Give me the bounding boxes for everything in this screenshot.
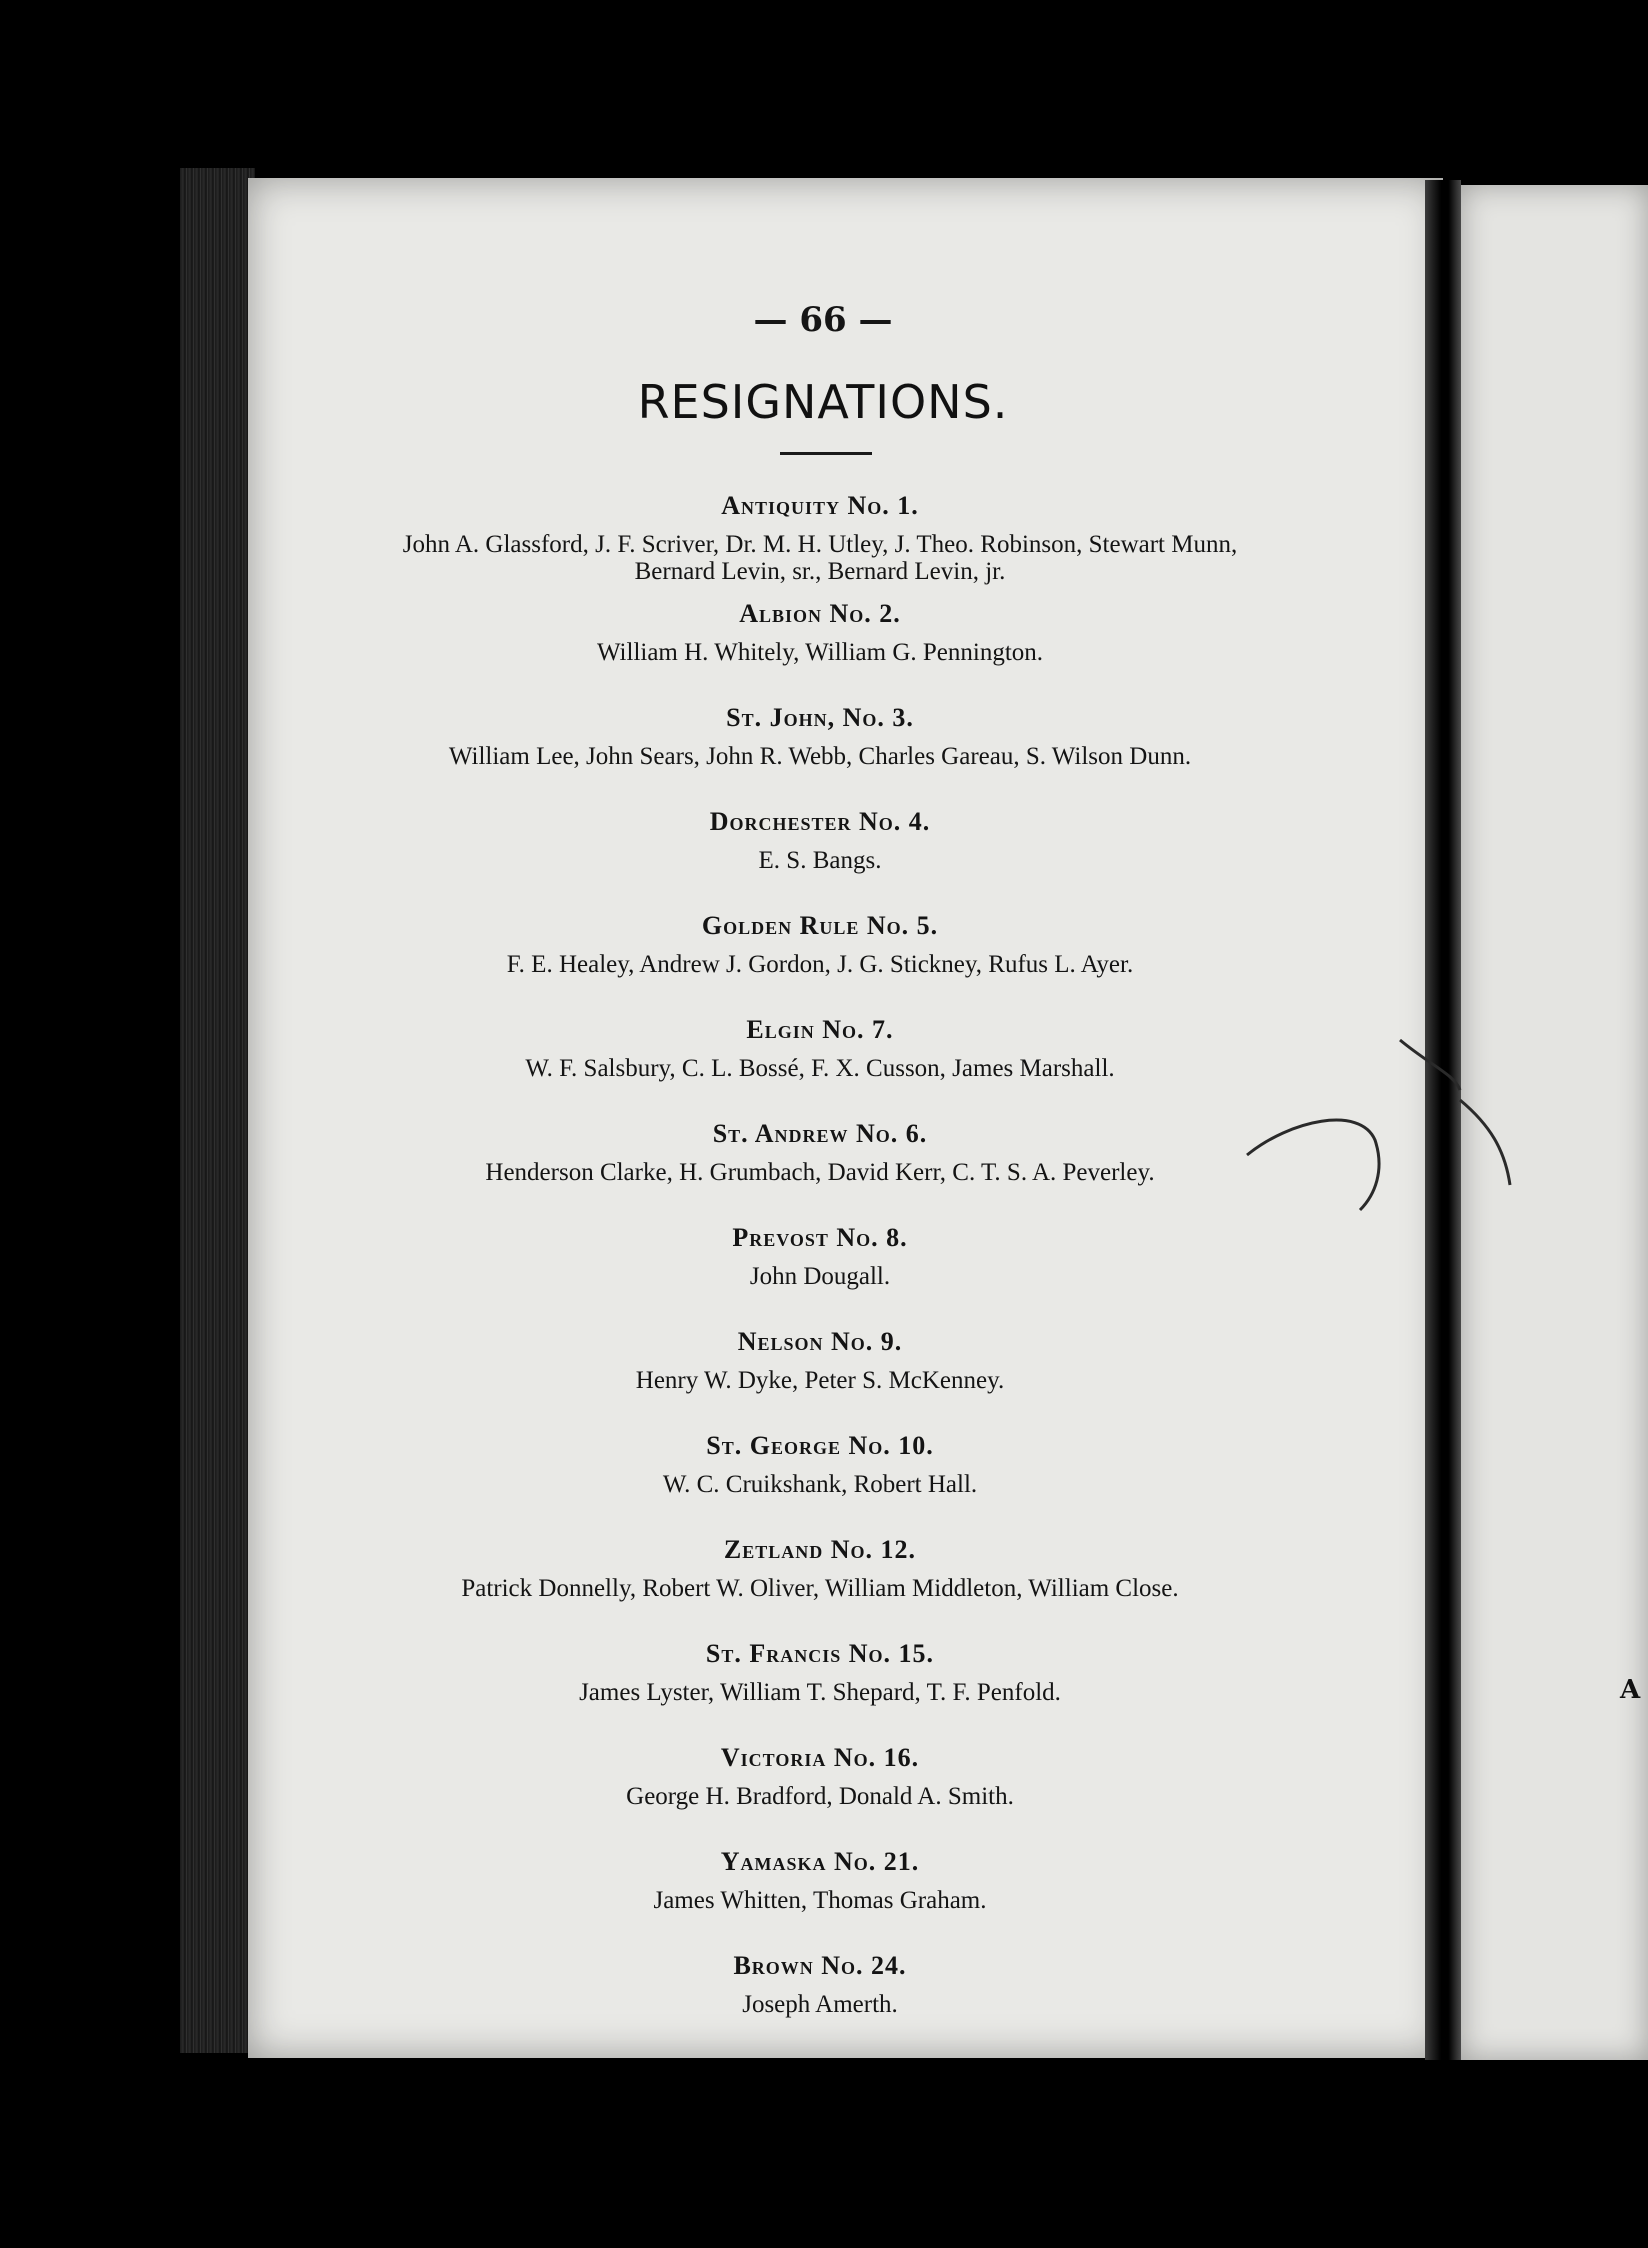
- lodge-entry: [360, 1217, 1280, 1321]
- lodge-entry: [360, 905, 1280, 1009]
- lodge-members: W. C. Cruikshank, Robert Hall.: [662, 1471, 978, 1498]
- lodge-name: Nelson No. 9.: [737, 1327, 903, 1356]
- book-gutter: [1425, 180, 1461, 2060]
- lodge-members: Joseph Amerth.: [742, 1991, 898, 2018]
- page-title: RESIGNATIONS.: [637, 375, 1009, 429]
- lodge-name: Golden Rule No. 5.: [701, 911, 939, 940]
- lodge-entry: [360, 1529, 1280, 1633]
- resignations-list: [360, 485, 1280, 2049]
- lodge-name: St. George No. 10.: [706, 1431, 934, 1460]
- lodge-entry: [360, 593, 1280, 697]
- lodge-members: W. F. Salsbury, C. L. Bossé, F. X. Cusson, James Marshall.: [525, 1055, 1115, 1082]
- lodge-entry: [360, 1009, 1280, 1113]
- lodge-entry: [360, 1425, 1280, 1529]
- page-number: — 66 —: [753, 300, 893, 340]
- lodge-name: Antiquity No. 1.: [721, 491, 919, 520]
- lodge-name: Victoria No. 16.: [720, 1743, 920, 1772]
- lodge-members: Patrick Donnelly, Robert W. Oliver, William Middleton, William Close.: [461, 1575, 1179, 1602]
- facing-page-fragment: A: [1620, 1675, 1641, 1705]
- page-edges: [180, 168, 255, 2053]
- lodge-members: F. E. Healey, Andrew J. Gordon, J. G. Stickney, Rufus L. Ayer.: [506, 951, 1134, 978]
- right-page: [1461, 185, 1648, 2060]
- lodge-entry: [360, 801, 1280, 905]
- lodge-name: St. Francis No. 15.: [705, 1639, 935, 1668]
- lodge-name: Elgin No. 7.: [746, 1015, 894, 1044]
- lodge-entry: [360, 1737, 1280, 1841]
- lodge-name: Brown No. 24.: [733, 1951, 907, 1980]
- lodge-entry: [360, 1113, 1280, 1217]
- lodge-members: James Whitten, Thomas Graham.: [653, 1887, 987, 1914]
- lodge-name: Yamaska No. 21.: [720, 1847, 920, 1876]
- lodge-entry: [360, 1841, 1280, 1945]
- lodge-entry: [360, 485, 1280, 593]
- lodge-name: St. Andrew No. 6.: [712, 1119, 928, 1148]
- lodge-members: William H. Whitely, William G. Pennington.: [596, 639, 1044, 666]
- lodge-entry: [360, 1633, 1280, 1737]
- lodge-name: Albion No. 2.: [739, 599, 901, 628]
- lodge-members: James Lyster, William T. Shepard, T. F. Penfold.: [579, 1679, 1061, 1706]
- title-rule: [780, 452, 872, 455]
- lodge-name: Dorchester No. 4.: [709, 807, 931, 836]
- lodge-entry: [360, 1321, 1280, 1425]
- lodge-members: Henderson Clarke, H. Grumbach, David Kerr, C. T. S. A. Peverley.: [485, 1159, 1155, 1186]
- lodge-members: William Lee, John Sears, John R. Webb, Charles Gareau, S. Wilson Dunn.: [448, 743, 1192, 770]
- lodge-entry: [360, 697, 1280, 801]
- lodge-members: John Dougall.: [749, 1263, 891, 1290]
- lodge-name: St. John, No. 3.: [726, 703, 914, 732]
- lodge-name: Prevost No. 8.: [732, 1223, 908, 1252]
- lodge-members: E. S. Bangs.: [758, 847, 882, 874]
- lodge-members: John A. Glassford, J. F. Scriver, Dr. M. H. Utley, J. Theo. Robinson, Stewart Munn, Bernard Levin, sr., Bernard Levin, jr.: [402, 531, 1238, 585]
- lodge-members: George H. Bradford, Donald A. Smith.: [626, 1783, 1014, 1810]
- lodge-entry: [360, 1945, 1280, 2049]
- lodge-members: Henry W. Dyke, Peter S. McKenney.: [635, 1367, 1005, 1394]
- lodge-name: Zetland No. 12.: [723, 1535, 917, 1564]
